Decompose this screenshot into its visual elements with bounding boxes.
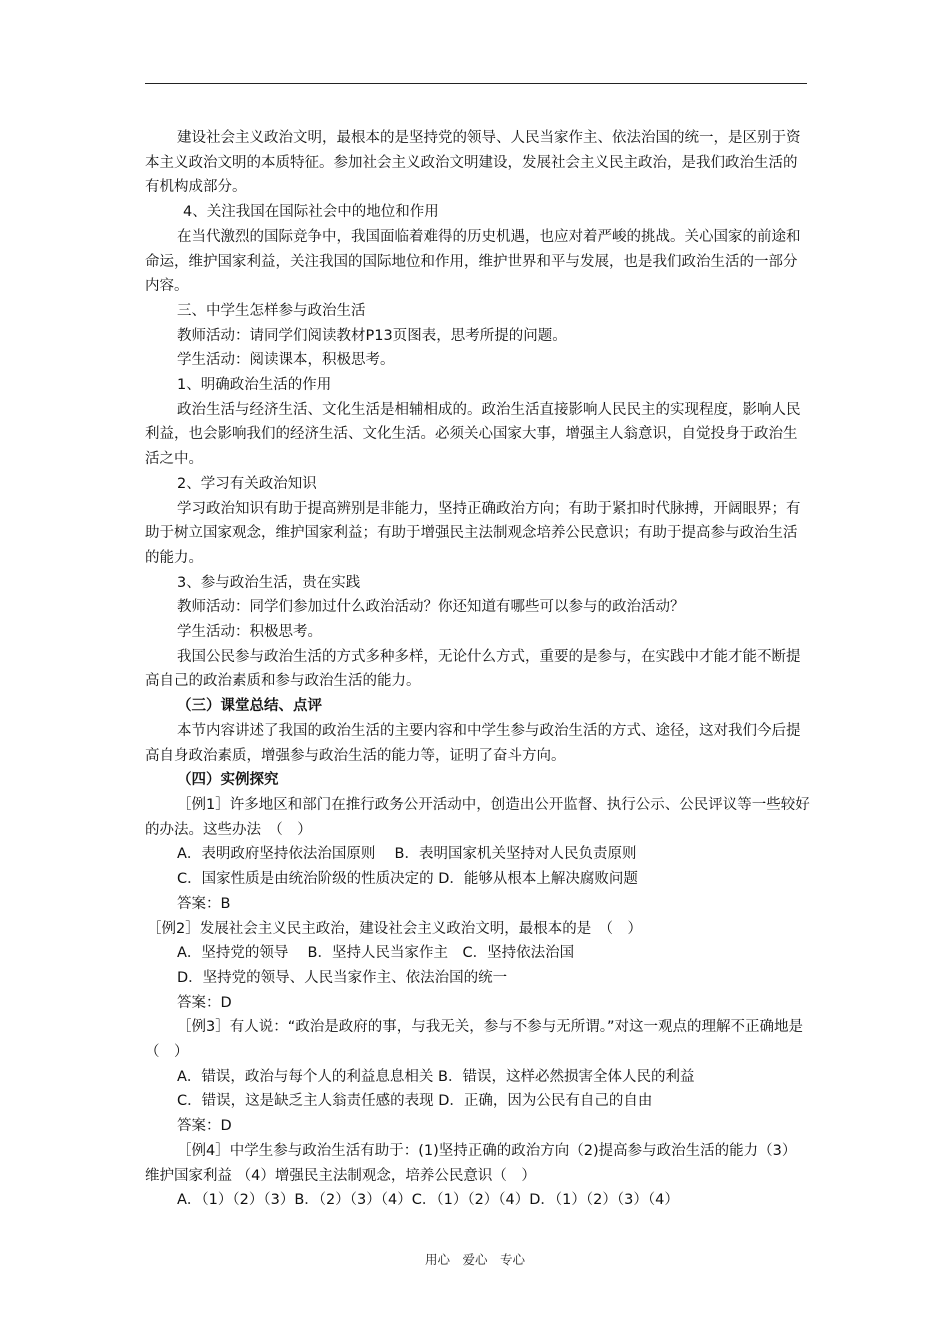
document-body [145,126,810,1213]
example-options: A．（1）（2）（3）B．（2）（3）（4）C．（1）（2）（4）D．（1）（2）（3）（4） [177,1192,679,1209]
example-options: C．国家性质是由统治阶级的性质决定的 D．能够从根本上解决腐败问题 [177,871,638,888]
section-heading: 1、明确政治生活的作用 [177,377,332,394]
paragraph: 学生活动：阅读课本，积极思考。 [177,352,395,369]
section-heading: 三、中学生怎样参与政治生活 [177,302,366,319]
section-heading: 3、参与政治生活，贵在实践 [177,574,361,591]
example-question: ［例2］发展社会主义民主政治，建设社会主义政治文明，最根本的是 （ ） [147,920,642,937]
section-heading: （四）实例探究 [177,772,279,789]
example-question: ［例1］许多地区和部门在推行政务公开活动中，创造出公开监督、执行公示、公民评议等一些较好的办法。这些办法 （ ） [145,796,810,838]
paragraph: 政治生活与经济生活、文化生活是相辅相成的。政治生活直接影响人民民主的实现程度，影响人民利益，也会影响我们的经济生活、文化生活。必须关心国家大事，增强主人翁意识，自觉投身于政治生活之中。 [145,401,801,468]
paragraph: 在当代激烈的国际竞争中，我国面临着难得的历史机遇，也应对着严峻的挑战。关心国家的前途和命运，维护国家利益，关注我国的国际地位和作用，维护世界和平与发展，也是我们政治生活的一部分内容。 [145,228,801,295]
paragraph: 教师活动：请同学们阅读教材P13页图表，思考所提的问题。 [177,327,567,344]
header-rule [145,83,807,84]
example-question: ［例3］有人说：“政治是政府的事，与我无关，参与不参与无所谓。”对这一观点的理解不正确地是（ ） [145,1019,803,1061]
paragraph: 建设社会主义政治文明，最根本的是坚持党的领导、人民当家作主、依法治国的统一，是区别于资本主义政治文明的本质特征。参加社会主义政治文明建设，发展社会主义民主政治，是我们政治生活的有机构成部分。 [145,130,801,196]
example-options: A．坚持党的领导 B．坚持人民当家作主 C．坚持依法治国 [177,945,575,962]
section-heading: 2、学习有关政治知识 [177,475,317,492]
page-footer: 用心 爱心 专心 [424,1252,525,1267]
paragraph: 学生活动：积极思考。 [177,624,322,641]
example-options: A．错误，政治与每个人的利益息息相关 B．错误，这样必然损害全体人民的利益 [177,1068,695,1085]
example-answer: 答案：B [177,895,231,912]
example-options: A．表明政府坚持依法治国原则 B．表明国家机关坚持对人民负责原则 [177,846,637,863]
section-heading: （三）课堂总结、点评 [177,698,322,715]
paragraph: 本节内容讲述了我国的政治生活的主要内容和中学生参与政治生活的方式、途径，这对我们今后提高自身政治素质，增强参与政治生活的能力等，证明了奋斗方向。 [145,722,801,764]
example-answer: 答案：D [177,994,232,1011]
example-options: C．错误，这是缺乏主人翁责任感的表现 D．正确，因为公民有自己的自由 [177,1093,653,1110]
paragraph: 我国公民参与政治生活的方式多种多样，无论什么方式，重要的是参与，在实践中才能才能不断提高自己的政治素质和参与政治生活的能力。 [145,648,801,690]
example-options: D．坚持党的领导、人民当家作主、依法治国的统一 [177,969,508,986]
paragraph: 教师活动：同学们参加过什么政治活动？你还知道有哪些可以参与的政治活动？ [177,599,685,616]
section-heading: 4、关注我国在国际社会中的地位和作用 [183,204,439,221]
paragraph: 学习政治知识有助于提高辨别是非能力，坚持正确政治方向；有助于紧扣时代脉搏，开阔眼界；有助于树立国家观念，维护国家利益；有助于增强民主法制观念培养公民意识；有助于提高参与政治生活的能力。 [145,500,801,566]
example-answer: 答案：D [177,1118,232,1135]
example-question: ［例4］中学生参与政治生活有助于：(1)坚持正确的政治方向（2)提高参与政治生活的能力（3）维护国家利益 （4）增强民主法制观念，培养公民意识（ ） [145,1142,797,1184]
